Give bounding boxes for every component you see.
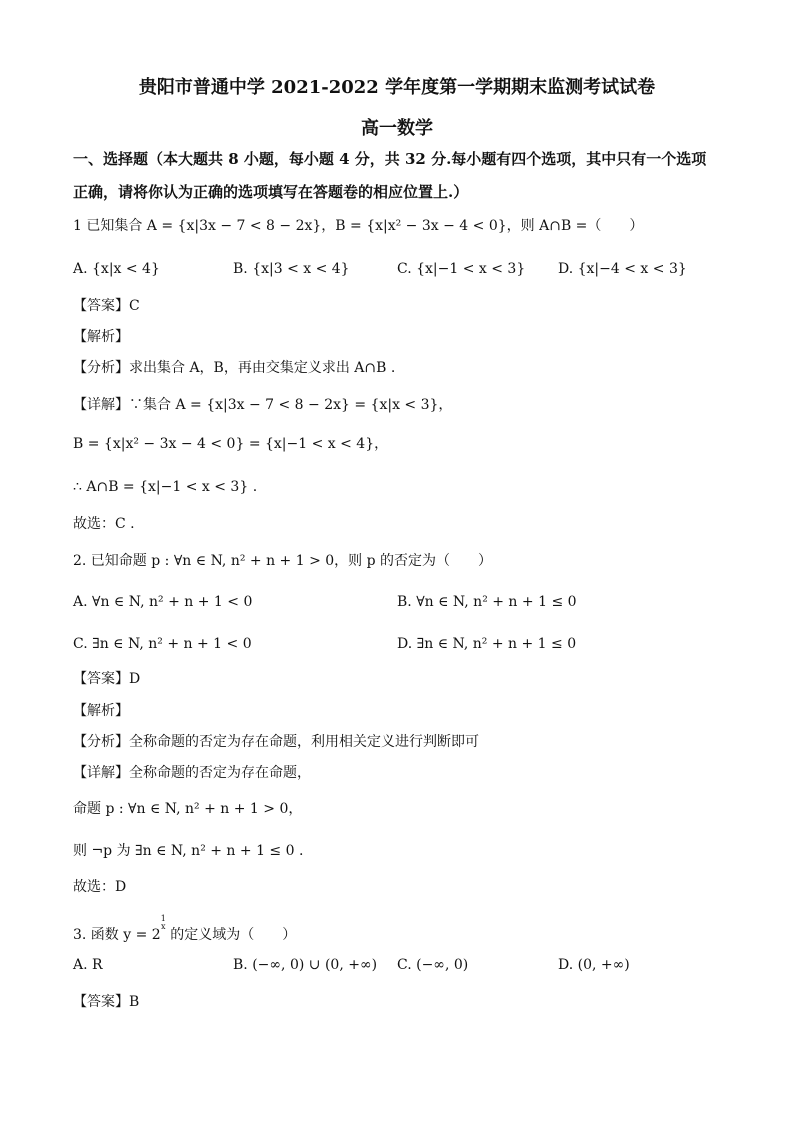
fenxi-text: 全称命题的否定为存在命题，利用相关定义进行判断即可 — [129, 734, 479, 750]
xiangjie-text: 全称命题的否定为存在命题， — [129, 765, 311, 781]
q2-line-2: 则 ¬p 为 ∃n ∈ N, n² + n + 1 ≤ 0 . — [73, 843, 304, 859]
q2-option-b: B. ∀n ∈ N, n² + n + 1 ≤ 0 — [397, 594, 577, 610]
q2-xiangjie — [73, 763, 311, 783]
q1-answer — [73, 296, 140, 316]
q3-option-c: C. (−∞, 0) — [397, 957, 469, 973]
q1-stem: 1 已知集合 A = {x|3x − 7 < 8 − 2x}，B = {x|x² − 3x − 4 < 0}，则 A∩B =（ ） — [73, 218, 644, 234]
q3-stem — [73, 915, 296, 945]
answer-tag: 【答案】 — [73, 298, 129, 314]
section-heading-line2: 正确，请将你认为正确的选项填写在答题卷的相应位置上.） — [73, 183, 469, 201]
q2-select: 故选：D — [73, 879, 127, 895]
answer-value: D — [129, 671, 141, 687]
fenxi-tag: 【分析】 — [73, 734, 129, 750]
q2-answer — [73, 669, 140, 689]
answer-tag: 【答案】 — [73, 671, 129, 687]
q2-analysis-tag: 【解析】 — [73, 703, 129, 719]
q2-line-1: 命题 p : ∀n ∈ N, n² + n + 1 > 0， — [73, 801, 303, 817]
q1-option-b: B. {x|3 < x < 4} — [233, 261, 350, 277]
q3-option-b: B. (−∞, 0) ∪ (0, +∞) — [233, 957, 378, 973]
fenxi-tag: 【分析】 — [73, 360, 129, 376]
xiangjie-tag: 【详解】 — [73, 397, 129, 413]
q1-option-d: D. {x|−4 < x < 3} — [558, 261, 687, 277]
q2-option-a: A. ∀n ∈ N, n² + n + 1 < 0 — [73, 594, 253, 610]
answer-tag: 【答案】 — [73, 994, 129, 1010]
q3-option-d: D. (0, +∞) — [558, 957, 630, 973]
q2-option-d: D. ∃n ∈ N, n² + n + 1 ≤ 0 — [397, 636, 577, 652]
q3-answer — [73, 992, 139, 1012]
q1-fenxi — [73, 358, 395, 378]
q1-analysis-tag: 【解析】 — [73, 329, 129, 345]
q3-option-a: A. R — [73, 957, 103, 973]
section-heading-line1: 一、选择题（本大题共 8 小题，每小题 4 分，共 32 分.每小题有四个选项，其中只有一个选项 — [73, 150, 707, 168]
q3-exponent-denominator: x — [161, 922, 166, 931]
fenxi-text: 求出集合 A，B，再由交集定义求出 A∩B . — [129, 360, 396, 376]
answer-value: B — [129, 994, 140, 1010]
document-title: 贵阳市普通中学 2021-2022 学年度第一学期期末监测考试试卷 — [138, 77, 656, 98]
xiangjie-text: ∵集合 A = {x|3x − 7 < 8 − 2x} = {x|x < 3}， — [129, 397, 453, 413]
q1-xiangjie-1 — [73, 395, 452, 415]
q3-stem-pre: 3. 函数 y = 2 — [73, 927, 161, 943]
q1-xiangjie-2: B = {x|x² − 3x − 4 < 0} = {x|−1 < x < 4}， — [73, 436, 389, 452]
answer-value: C — [129, 298, 140, 314]
q1-option-c: C. {x|−1 < x < 3} — [397, 261, 526, 277]
q1-select: 故选：C . — [73, 516, 135, 532]
q2-fenxi — [73, 732, 479, 752]
q3-exponent-numerator: 1 — [160, 914, 166, 923]
document-subtitle: 高一数学 — [361, 118, 433, 139]
q1-option-a: A. {x|x < 4} — [73, 261, 160, 277]
q3-stem-post: 的定义域为（ ） — [165, 927, 297, 943]
q2-option-c: C. ∃n ∈ N, n² + n + 1 < 0 — [73, 636, 252, 652]
q2-stem: 2. 已知命题 p : ∀n ∈ N, n² + n + 1 > 0，则 p 的否定为（ ） — [73, 553, 493, 569]
xiangjie-tag: 【详解】 — [73, 765, 129, 781]
q1-xiangjie-3: ∴ A∩B = {x|−1 < x < 3} . — [73, 479, 258, 495]
